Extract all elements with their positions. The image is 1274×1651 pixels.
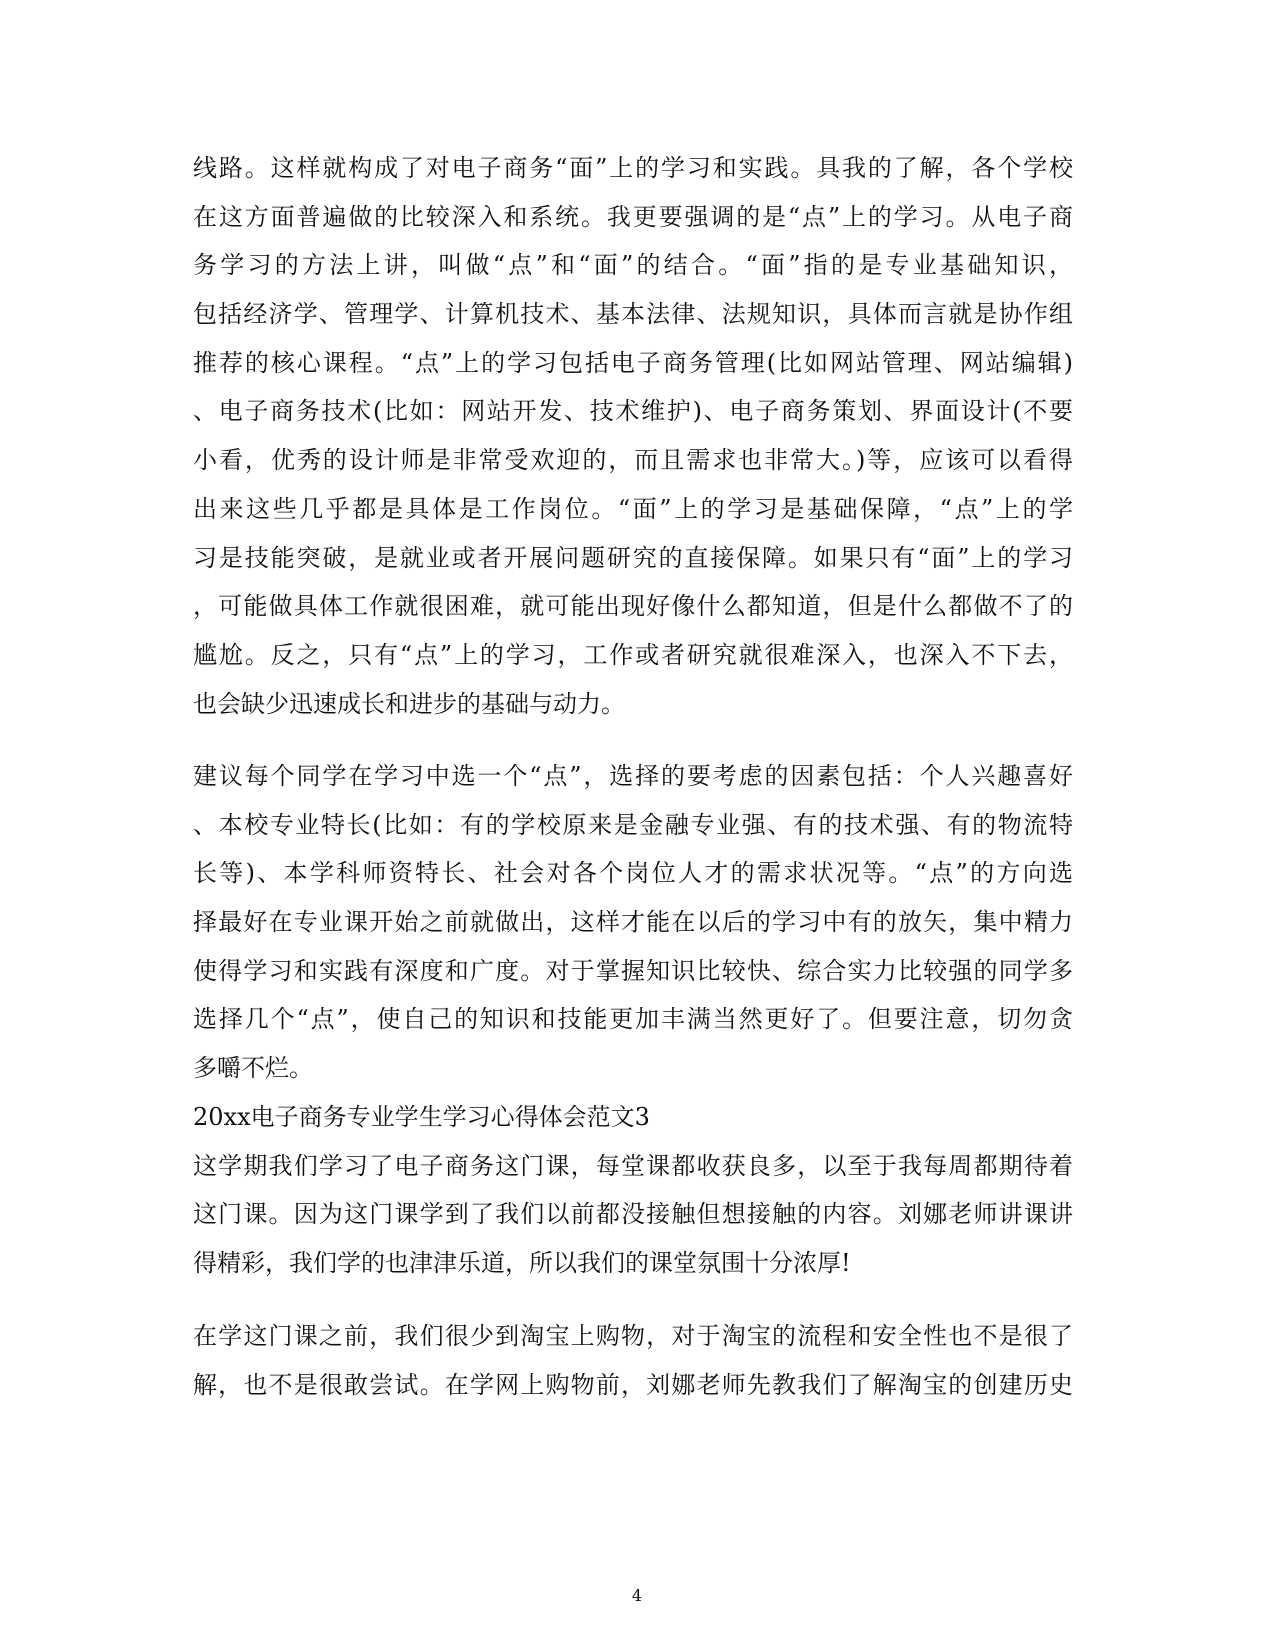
text-line: 尴尬。反之，只有“点”上的学习，工作或者研究就很难深入，也深入不下去， <box>193 640 1073 669</box>
page-number: 4 <box>631 1586 643 1605</box>
text-line: 小看，优秀的设计师是非常受欢迎的，而且需求也非常大。)等，应该可以看得 <box>193 446 1073 475</box>
paragraph-4 <box>193 1312 1073 1409</box>
text-line: 建议每个同学在学习中选一个“点”，选择的要考虑的因素包括：个人兴趣喜好 <box>193 762 1073 790</box>
text-line: 、本校专业特长(比如：有的学校原来是金融专业强、有的技术强、有的物流特 <box>193 810 1073 839</box>
text-line: 线路。这样就构成了对电子商务“面”上的学习和实践。具我的了解，各个学校 <box>193 154 1073 182</box>
text-line: 习是技能突破，是就业或者开展问题研究的直接保障。如果只有“面”上的学习 <box>193 543 1073 572</box>
text-line: 择最好在专业课开始之前就做出，这样才能在以后的学习中有的放矢，集中精力 <box>193 908 1073 937</box>
text-line: 解，也不是很敢尝试。在学网上购物前，刘娜老师先教我们了解淘宝的创建历史 <box>193 1370 1073 1399</box>
text-line: 这学期我们学习了电子商务这门课，每堂课都收获良多，以至于我每周都期待着 <box>193 1151 1073 1180</box>
text-line: 使得学习和实践有深度和广度。对于掌握知识比较快、综合实力比较强的同学多 <box>193 956 1073 985</box>
text-line: 也会缺少迅速成长和进步的基础与动力。 <box>193 689 625 718</box>
text-line: 出来这些几乎都是具体是工作岗位。“面”上的学习是基础保障，“点”上的学 <box>193 494 1073 523</box>
text-line: 务学习的方法上讲，叫做“点”和“面”的结合。“面”指的是专业基础知识， <box>193 251 1073 280</box>
paragraph-2 <box>193 752 1073 1288</box>
paragraph-1 <box>193 144 1073 728</box>
text-line: 得精彩，我们学的也津津乐道，所以我们的课堂氛围十分浓厚! <box>193 1248 851 1277</box>
text-line: 、电子商务技术(比如：网站开发、技术维护)、电子商务策划、界面设计(不要 <box>193 397 1073 426</box>
text-line: 选择几个“点”，使自己的知识和技能更加丰满当然更好了。但要注意，切勿贪 <box>193 1005 1073 1034</box>
text-line: 推荐的核心课程。“点”上的学习包括电子商务管理(比如网站管理、网站编辑) <box>193 348 1073 377</box>
text-line: 在这方面普遍做的比较深入和系统。我更要强调的是“点”上的学习。从电子商 <box>193 202 1073 231</box>
text-line: 包括经济学、管理学、计算机技术、基本法律、法规知识，具体而言就是协作组 <box>193 300 1073 329</box>
text-line: 多嚼不烂。 <box>193 1054 313 1083</box>
section-heading: 20xx电子商务专业学生学习心得体会范文3 <box>193 1102 650 1131</box>
text-line: 在学这门课之前，我们很少到淘宝上购物，对于淘宝的流程和安全性也不是很了 <box>193 1322 1073 1350</box>
text-line: 长等)、本学科师资特长、社会对各个岗位人才的需求状况等。“点”的方向选 <box>193 859 1073 888</box>
text-line: 这门课。因为这门课学到了我们以前都没接触但想接触的内容。刘娜老师讲课讲 <box>193 1200 1073 1229</box>
text-line: ，可能做具体工作就很困难，就可能出现好像什么都知道，但是什么都做不了的 <box>193 592 1073 621</box>
